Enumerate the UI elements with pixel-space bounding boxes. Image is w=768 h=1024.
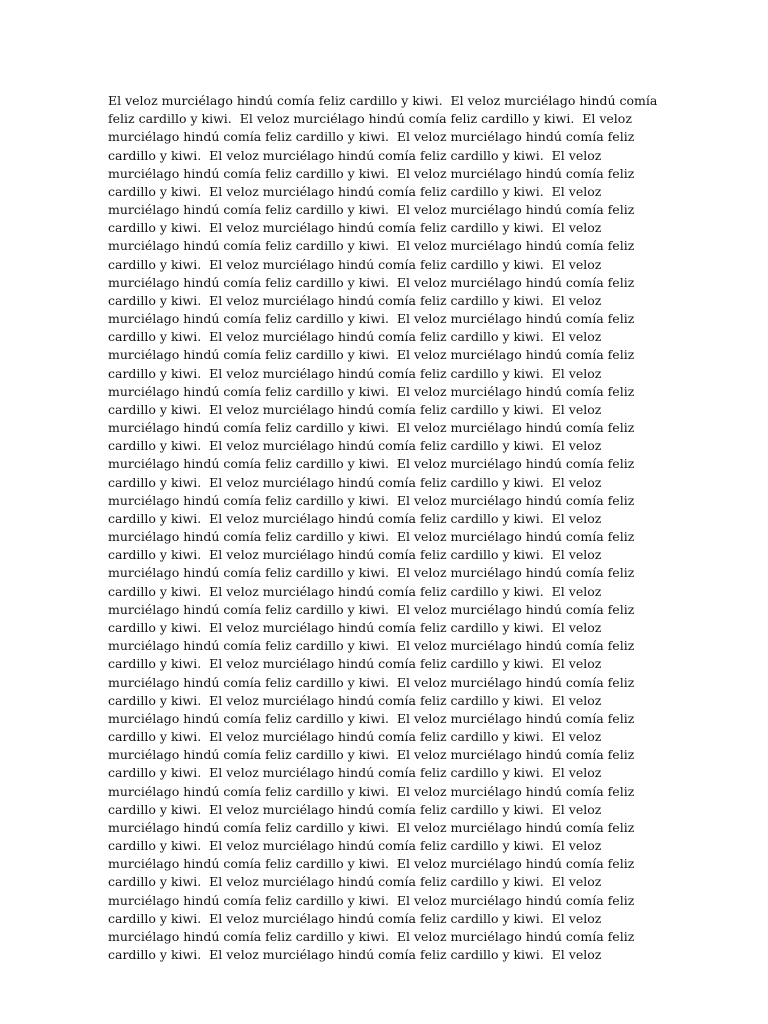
text-line: murciélago hindú comía feliz cardillo y kiwi. El veloz murciélago hindú comía feliz: [108, 202, 635, 218]
body-paragraph: [108, 92, 668, 964]
text-line: cardillo y kiwi. El veloz murciélago hindú comía feliz cardillo y kiwi. El veloz: [108, 547, 602, 563]
text-line: cardillo y kiwi. El veloz murciélago hindú comía feliz cardillo y kiwi. El veloz: [108, 438, 602, 454]
text-line: murciélago hindú comía feliz cardillo y kiwi. El veloz murciélago hindú comía feliz: [108, 129, 635, 145]
text-line: cardillo y kiwi. El veloz murciélago hindú comía feliz cardillo y kiwi. El veloz: [108, 474, 602, 490]
text-line: cardillo y kiwi. El veloz murciélago hindú comía feliz cardillo y kiwi. El veloz: [108, 256, 602, 272]
text-line: cardillo y kiwi. El veloz murciélago hindú comía feliz cardillo y kiwi. El veloz: [108, 147, 602, 163]
text-line: cardillo y kiwi. El veloz murciélago hindú comía feliz cardillo y kiwi. El veloz: [108, 692, 602, 708]
text-line: murciélago hindú comía feliz cardillo y kiwi. El veloz murciélago hindú comía feliz: [108, 783, 635, 799]
text-line: murciélago hindú comía feliz cardillo y kiwi. El veloz murciélago hindú comía feliz: [108, 311, 635, 327]
text-line: murciélago hindú comía feliz cardillo y kiwi. El veloz murciélago hindú comía feliz: [108, 420, 635, 436]
text-line: murciélago hindú comía feliz cardillo y kiwi. El veloz murciélago hindú comía feliz: [108, 928, 635, 944]
text-line: cardillo y kiwi. El veloz murciélago hindú comía feliz cardillo y kiwi. El veloz: [108, 329, 602, 345]
text-line: murciélago hindú comía feliz cardillo y kiwi. El veloz murciélago hindú comía feliz: [108, 856, 635, 872]
text-line: murciélago hindú comía feliz cardillo y kiwi. El veloz murciélago hindú comía feliz: [108, 492, 635, 508]
text-line: murciélago hindú comía feliz cardillo y kiwi. El veloz murciélago hindú comía feliz: [108, 892, 635, 908]
text-line: murciélago hindú comía feliz cardillo y kiwi. El veloz murciélago hindú comía feliz: [108, 456, 635, 472]
text-line: murciélago hindú comía feliz cardillo y kiwi. El veloz murciélago hindú comía feliz: [108, 747, 635, 763]
text-line: cardillo y kiwi. El veloz murciélago hindú comía feliz cardillo y kiwi. El veloz: [108, 183, 602, 199]
text-line: murciélago hindú comía feliz cardillo y kiwi. El veloz murciélago hindú comía feliz: [108, 238, 635, 254]
text-line: murciélago hindú comía feliz cardillo y kiwi. El veloz murciélago hindú comía feliz: [108, 674, 635, 690]
text-line: murciélago hindú comía feliz cardillo y kiwi. El veloz murciélago hindú comía feliz: [108, 274, 635, 290]
text-line: murciélago hindú comía feliz cardillo y kiwi. El veloz murciélago hindú comía feliz: [108, 819, 635, 835]
text-line: cardillo y kiwi. El veloz murciélago hindú comía feliz cardillo y kiwi. El veloz: [108, 220, 602, 236]
text-line: murciélago hindú comía feliz cardillo y kiwi. El veloz murciélago hindú comía feliz: [108, 565, 635, 581]
text-line: cardillo y kiwi. El veloz murciélago hindú comía feliz cardillo y kiwi. El veloz: [108, 510, 602, 526]
text-line: cardillo y kiwi. El veloz murciélago hindú comía feliz cardillo y kiwi. El veloz: [108, 838, 602, 854]
text-line: cardillo y kiwi. El veloz murciélago hindú comía feliz cardillo y kiwi. El veloz: [108, 292, 602, 308]
text-line: murciélago hindú comía feliz cardillo y kiwi. El veloz murciélago hindú comía feliz: [108, 347, 635, 363]
text-line: cardillo y kiwi. El veloz murciélago hindú comía feliz cardillo y kiwi. El veloz: [108, 401, 602, 417]
text-line: murciélago hindú comía feliz cardillo y kiwi. El veloz murciélago hindú comía feliz: [108, 165, 635, 181]
text-line: cardillo y kiwi. El veloz murciélago hindú comía feliz cardillo y kiwi. El veloz: [108, 874, 602, 890]
text-line: cardillo y kiwi. El veloz murciélago hindú comía feliz cardillo y kiwi. El veloz: [108, 801, 602, 817]
text-line: cardillo y kiwi. El veloz murciélago hindú comía feliz cardillo y kiwi. El veloz: [108, 583, 602, 599]
text-line: feliz cardillo y kiwi. El veloz murciélago hindú comía feliz cardillo y kiwi. El veloz: [108, 111, 632, 127]
text-line: cardillo y kiwi. El veloz murciélago hindú comía feliz cardillo y kiwi. El veloz: [108, 765, 602, 781]
text-line: murciélago hindú comía feliz cardillo y kiwi. El veloz murciélago hindú comía feliz: [108, 601, 635, 617]
text-line: cardillo y kiwi. El veloz murciélago hindú comía feliz cardillo y kiwi. El veloz: [108, 910, 602, 926]
text-line: cardillo y kiwi. El veloz murciélago hindú comía feliz cardillo y kiwi. El veloz: [108, 947, 602, 963]
text-line: murciélago hindú comía feliz cardillo y kiwi. El veloz murciélago hindú comía feliz: [108, 529, 635, 545]
text-line: murciélago hindú comía feliz cardillo y kiwi. El veloz murciélago hindú comía feliz: [108, 638, 635, 654]
text-line: cardillo y kiwi. El veloz murciélago hindú comía feliz cardillo y kiwi. El veloz: [108, 365, 602, 381]
text-line: cardillo y kiwi. El veloz murciélago hindú comía feliz cardillo y kiwi. El veloz: [108, 729, 602, 745]
text-line: cardillo y kiwi. El veloz murciélago hindú comía feliz cardillo y kiwi. El veloz: [108, 656, 602, 672]
text-line: murciélago hindú comía feliz cardillo y kiwi. El veloz murciélago hindú comía feliz: [108, 383, 635, 399]
text-line: murciélago hindú comía feliz cardillo y kiwi. El veloz murciélago hindú comía feliz: [108, 710, 635, 726]
text-line: El veloz murciélago hindú comía feliz cardillo y kiwi. El veloz murciélago hindú comía: [108, 93, 658, 108]
text-line: cardillo y kiwi. El veloz murciélago hindú comía feliz cardillo y kiwi. El veloz: [108, 619, 602, 635]
